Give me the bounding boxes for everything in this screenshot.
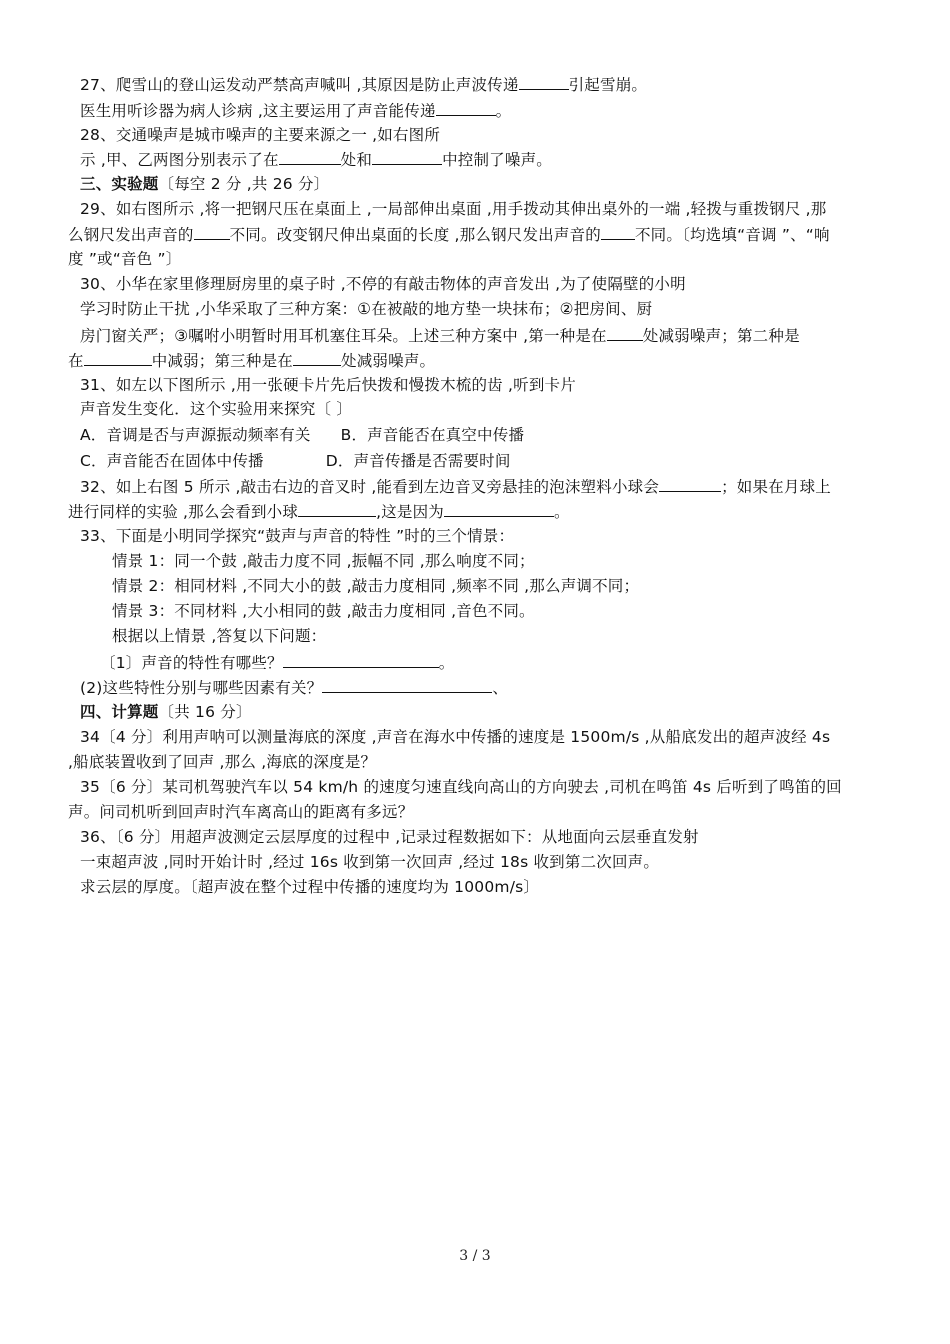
q32-line1 [80, 475, 831, 498]
q33-scenario-2 [112, 575, 639, 597]
q30-line3 [80, 324, 800, 347]
q28-text-d: 中控制了噪声。 [442, 151, 552, 169]
q33-scenario-1 [112, 550, 535, 572]
q33-blank-2 [322, 676, 492, 693]
q30-line1 [80, 273, 686, 295]
q31-options-row2 [80, 450, 511, 472]
q33-part2-end: 、 [492, 679, 509, 697]
q35-text-a: 35〔6 分〕某司机驾驶汽车以 54 km/h 的速度匀速直线向高山的方向驶去 ,司机在鸣笛 4s 后听到了鸣笛的回 [80, 778, 842, 796]
q27-text-c: 医生用听诊器为病人诊病 ,这主要运用了声音能传递 [80, 102, 436, 120]
q30-blank-3 [293, 349, 341, 366]
q36-text-c: 求云层的厚度。〔超声波在整个过程中传播的速度均为 1000m/s〕 [80, 878, 540, 896]
q31-options-row1 [80, 424, 524, 446]
q33-scenario-3 [112, 600, 535, 622]
q30-line4 [68, 349, 435, 372]
q33-scenario-3-text: 情景 3：不同材料 ,大小相同的鼓 ,敲击力度相同 ,音色不同。 [112, 602, 535, 620]
q34-line1 [80, 726, 830, 748]
q35-line2 [68, 801, 413, 823]
q31-line1 [80, 374, 576, 396]
section-4-title: 计算题 [111, 703, 159, 721]
q35-text-b: 声。问司机听到回声时汽车离高山的距离有多远？ [68, 803, 414, 821]
q33-part1 [100, 651, 454, 674]
q35-line1 [80, 776, 842, 798]
q28-text-a: 28、交通噪声是城市噪声的主要来源之一 ,如右图所 [80, 126, 441, 144]
q28-text-c: 处和 [340, 151, 373, 169]
q29-text-c: 不同。改变钢尺伸出桌面的长度 ,那么钢尺发出声音的 [229, 226, 601, 244]
q28-blank-2 [372, 148, 442, 165]
q34-line2 [68, 751, 376, 773]
q34-text-b: ,船底装置收到了回声 ,那么 ,海底的深度是？ [68, 753, 377, 771]
section-4-heading [80, 701, 252, 723]
q31-text-a: 31、如左以下图所示 ,用一张硬卡片先后快拨和慢拨木梳的齿 ,听到卡片 [80, 376, 576, 394]
q32-blank-3 [444, 500, 554, 517]
q30-text-e: 在 [68, 352, 84, 370]
q29-blank-2 [601, 223, 635, 240]
q29-line1 [80, 198, 827, 220]
q30-text-b: 学习时防止干扰 ,小华采取了三种方案：①在被敲的地方垫一块抹布；②把房间、厨 [80, 300, 653, 318]
section-3-title: 实验题 [111, 175, 159, 193]
q30-text-f: 中减弱；第三种是在 [151, 352, 294, 370]
q31-option-a: A．音调是否与声源振动频率有关 [80, 426, 311, 444]
q31-option-d: D．声音传播是否需要时间 [325, 452, 511, 470]
section-3-number: 三、 [80, 175, 112, 193]
q31-text-b: 声音发生变化．这个实验用来探究〔 〕 [80, 400, 353, 418]
q32-blank-2 [298, 500, 376, 517]
q36-text-a: 36、〔6 分〕用超声波测定云层厚度的过程中 ,记录过程数据如下：从地面向云层垂直发射 [80, 828, 699, 846]
q30-blank-2 [84, 349, 152, 366]
q32-text-d: ,这是因为 [376, 503, 444, 521]
q30-line2 [80, 298, 652, 320]
q32-line2 [68, 500, 570, 523]
q30-text-d: 处减弱噪声；第二种是 [642, 327, 800, 345]
q29-text-d: 不同。〔均选填“音调 ”、“响 [634, 226, 830, 244]
q28-line1 [80, 124, 440, 146]
q33-blank-1 [283, 651, 439, 668]
q33-scenario-2-text: 情景 2：相同材料 ,不同大小的鼓 ,敲击力度相同 ,频率不同 ,那么声调不同； [112, 577, 640, 595]
q33-part2 [80, 676, 508, 699]
q32-text-e: 。 [554, 503, 570, 521]
q34-text-a: 34〔4 分〕利用声呐可以测量海底的深度 ,声音在海水中传播的速度是 1500m/s ,从船底发出的超声波经 4s [80, 728, 831, 746]
q36-line3 [80, 876, 539, 898]
q33-instruction-text: 根据以上情景 ,答复以下问题： [112, 627, 327, 645]
q32-text-a: 32、如上右图 5 所示 ,敲击右边的音叉时 ,能看到左边音叉旁悬挂的泡沫塑料小球会 [80, 478, 660, 496]
q29-line2 [68, 223, 830, 246]
q32-blank-1 [659, 475, 721, 492]
q31-line2 [80, 398, 352, 420]
q33-scenario-1-text: 情景 1：同一个鼓 ,敲击力度不同 ,振幅不同 ,那么响度不同； [112, 552, 535, 570]
q36-line1 [80, 826, 699, 848]
q28-text-b: 示 ,甲、乙两图分别表示了在 [80, 151, 279, 169]
q30-text-a: 30、小华在家里修理厨房里的桌子时 ,不停的有敲击物体的声音发出 ,为了使隔壁的小明 [80, 275, 686, 293]
q27-blank-2 [436, 99, 496, 116]
section-4-note: 〔共 16 分〕 [158, 703, 252, 721]
q33-line1 [80, 525, 514, 547]
q29-blank-1 [194, 223, 230, 240]
q27-text-b: 引起雪崩。 [568, 76, 648, 94]
q33-part1-end: 。 [438, 654, 455, 672]
section-4-number: 四、 [80, 703, 112, 721]
q29-text-a: 29、如右图所示 ,将一把钢尺压在桌面上 ,一局部伸出桌面 ,用手拨动其伸出桌外的一端 ,轻拨与重拨钢尺 ,那 [80, 200, 827, 218]
q36-line2 [80, 851, 659, 873]
q31-option-b: B．声音能否在真空中传播 [340, 426, 525, 444]
q29-line3 [68, 248, 181, 270]
page-number: 3 / 3 [459, 1248, 491, 1264]
q32-text-c: 进行同样的实验 ,那么会看到小球 [68, 503, 299, 521]
q33-instruction [112, 625, 326, 647]
q27-blank-1 [519, 73, 569, 90]
q33-part2-text: (2)这些特性分别与哪些因素有关？ [80, 679, 323, 697]
q30-text-g: 处减弱噪声。 [341, 352, 436, 370]
q29-text-e: 度 ”或“音色 ”〕 [68, 250, 182, 268]
q27-line1 [80, 73, 647, 96]
q33-text-a: 33、下面是小明同学探究“鼓声与声音的特性 ”时的三个情景： [80, 527, 515, 545]
q27-text-a: 27、爬雪山的登山运发动严禁高声喊叫 ,其原因是防止声波传递 [80, 76, 519, 94]
q31-option-c: C．声音能否在固体中传播 [80, 452, 264, 470]
q27-text-d: 。 [495, 102, 512, 120]
q29-text-b: 么钢尺发出声音的 [68, 226, 194, 244]
q30-blank-1 [607, 324, 643, 341]
q36-text-b: 一束超声波 ,同时开始计时 ,经过 16s 收到第一次回声 ,经过 18s 收到第二次回声。 [80, 853, 660, 871]
q33-part1-text: 〔1〕声音的特性有哪些？ [100, 654, 283, 672]
q27-line2 [80, 99, 511, 122]
q28-line2 [80, 148, 552, 171]
q32-text-b: ；如果在月球上 [721, 478, 831, 496]
section-3-note: 〔每空 2 分 ,共 26 分〕 [158, 175, 330, 193]
section-3-heading [80, 173, 329, 195]
q28-blank-1 [279, 148, 341, 165]
q30-text-c: 房门窗关严；③嘱咐小明暂时用耳机塞住耳朵。上述三种方案中 ,第一种是在 [80, 327, 607, 345]
